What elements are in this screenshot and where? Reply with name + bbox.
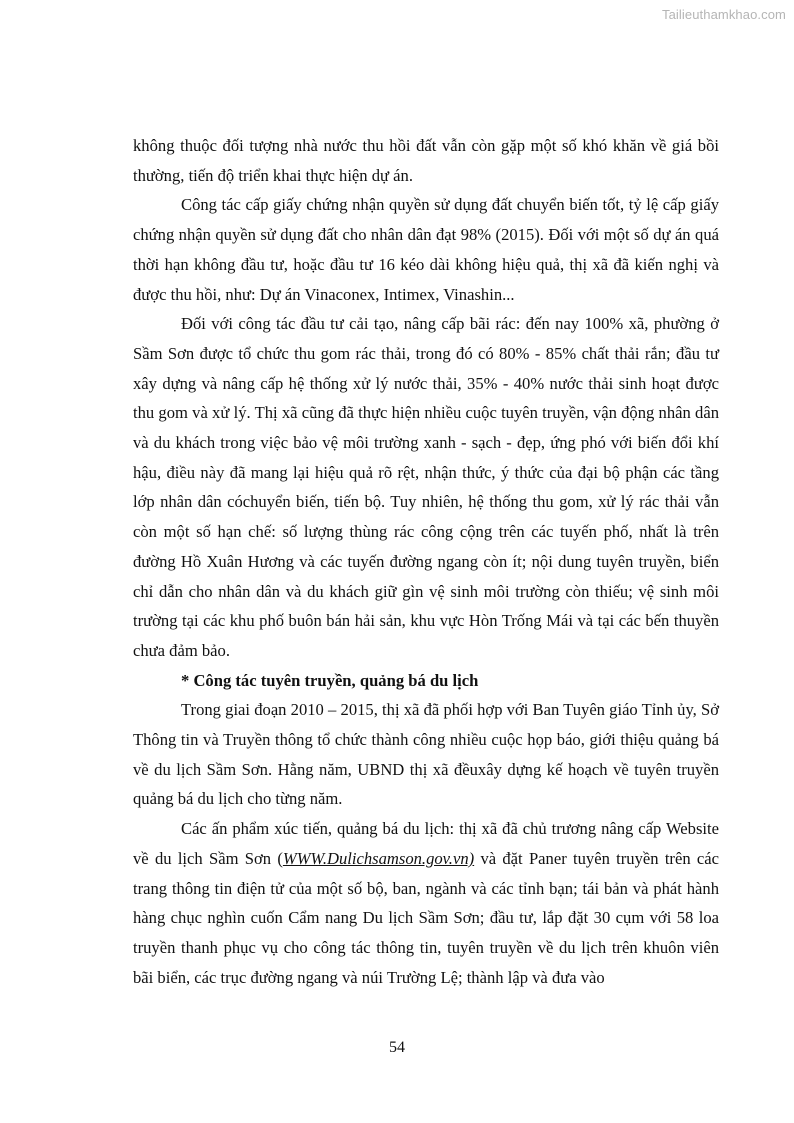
paragraph-promotion: Trong giai đoạn 2010 – 2015, thị xã đã phối hợp với Ban Tuyên giáo Tỉnh ủy, Sở Thông tin và Truyền thông tổ chức thành công nhiều cuộc họp báo, giới thiệu quảng bá về du lịch Sầm Sơn. Hằng năm, UBND thị xã đềuxây dựng kế hoạch về tuyên truyền quảng bá du lịch cho từng năm. bbox=[133, 700, 719, 809]
page-number: 54 bbox=[389, 1039, 405, 1056]
publications-text-end: và đặt Paner tuyên truyền trên các trang thông tin điện tử của một số bộ, ban, ngành và các tỉnh bạn; tái bản và phát hành hàng chục nghìn cuốn Cẩm nang Du lịch Sầm Sơn; đầu tư, lắp đặt 30 cụm với 58 loa truyền thanh phục vụ cho công tác thông tin, tuyên truyền về du lịch trên khuôn viên bãi biển, các trục đường ngang và núi Trường Lệ; thành lập và đưa vào bbox=[133, 848, 720, 987]
document-body bbox=[133, 131, 719, 992]
publications-text-start: Các ấn phẩm xúc tiến, quảng bá du lịch: thị xã đã chủ trương nâng cấp Website về du lịch Sầm Sơn ( bbox=[133, 819, 719, 868]
paragraph-land-certificates: Công tác cấp giấy chứng nhận quyền sử dụng đất chuyển biến tốt, tỷ lệ cấp giấy chứng nhận quyền sử dụng đất cho nhân dân đạt 98% (2015). Đối với một số dự án quá thời hạn không đầu tư, hoặc đầu tư 16 kéo dài không hiệu quả, thị xã đã kiến nghị và được thu hồi, như: Dự án Vinaconex, Intimex, Vinashin... bbox=[133, 195, 719, 304]
website-link[interactable]: WWW.Dulichsamson.gov.vn) bbox=[282, 848, 475, 868]
paragraph-publications bbox=[133, 814, 719, 992]
section-heading: * Công tác tuyên truyền, quảng bá du lịch bbox=[181, 670, 479, 690]
paragraph-waste-management: Đối với công tác đầu tư cải tạo, nâng cấp bãi rác: đến nay 100% xã, phường ở Sầm Sơn được tổ chức thu gom rác thải, trong đó có 80% - 85% chất thải rắn; đầu tư xây dựng và nâng cấp hệ thống xử lý nước thải, 35% - 40% nước thải sinh hoạt được thu gom và xử lý. Thị xã cũng đã thực hiện nhiều cuộc tuyên truyền, vận động nhân dân và du khách trong việc bảo vệ môi trường xanh - sạch - đẹp, ứng phó với biến đổi khí hậu, điều này đã mang lại hiệu quả rõ rệt, nhận thức, ý thức của đại bộ phận các tầng lớp nhân dân cóchuyển biến, tiến bộ. Tuy nhiên, hệ thống thu gom, xử lý rác thải vẫn còn một số hạn chế: số lượng thùng rác công cộng trên các tuyến phố, nhất là trên đường Hồ Xuân Hương và các tuyến đường ngang còn ít; nội dung tuyên truyền, biển chỉ dẫn cho nhân dân và du khách giữ gìn vệ sinh môi trường còn thiếu; vệ sinh môi trường tại các khu phố buôn bán hải sản, khu vực Hòn Trống Mái và tại các bến thuyền chưa đảm bảo. bbox=[133, 314, 719, 660]
watermark: Tailieuthamkhao.com bbox=[661, 7, 786, 22]
paragraph-continuation: không thuộc đối tượng nhà nước thu hồi đất vẫn còn gặp một số khó khăn về giá bồi thường, tiến độ triển khai thực hiện dự án. bbox=[133, 136, 719, 185]
